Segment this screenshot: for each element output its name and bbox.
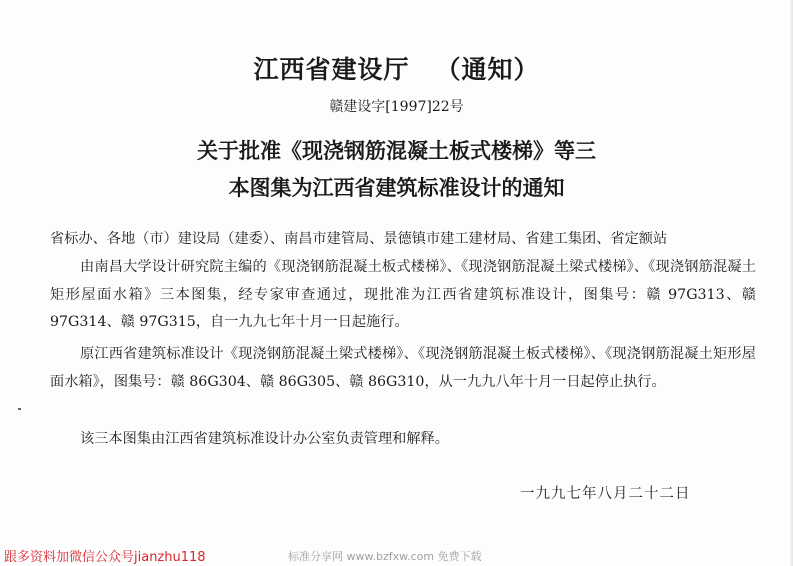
document-title-line-1: 关于批准《现浇钢筋混凝土板式楼梯》等三	[197, 139, 596, 163]
document-title-line-2: 本图集为江西省建筑标准设计的通知	[228, 176, 565, 200]
watermark-site: 标准分享网 www.bzfxw.com 免费下载	[288, 550, 482, 563]
notice-label: （通知）	[435, 55, 540, 84]
document-number: 赣建设字[1997]22号	[329, 99, 464, 115]
document-header	[0, 50, 793, 86]
body-paragraph-2	[50, 341, 756, 396]
paragraph-approval: 由南昌大学设计研究院主编的《现浇钢筋混凝土板式楼梯》、《现浇钢筋混凝土梁式楼梯》、《现浇钢筋混凝土矩形屋面水箱》三本图集，经专家审查通过，现批准为江西省建筑标准设计，图集号：赣 97G313、赣 97G314、赣 97G315，自一九九七年十月一日起施行。	[50, 259, 756, 330]
scan-speck	[18, 408, 21, 410]
issue-date: 一九九七年八月二十二日	[520, 486, 691, 502]
paragraph-management: 该三本图集由江西省建筑标准设计办公室负责管理和解释。	[80, 431, 449, 447]
watermark-wechat: 跟多资料加微信公众号jianzhu118	[4, 550, 206, 565]
body-paragraph-3	[50, 426, 756, 454]
paragraph-repeal: 原江西省建筑标准设计《现浇钢筋混凝土梁式楼梯》、《现浇钢筋混凝土板式楼梯》、《现浇钢筋混凝土矩形屋面水箱》，图集号：赣 86G304、赣 86G305、赣 86G310，从一九九八年十月一日起停止执行。	[50, 346, 756, 390]
recipients	[50, 226, 756, 254]
agency-name: 江西省建设厅	[253, 55, 410, 84]
recipients-text: 省标办、各地（市）建设局（建委）、南昌市建管局、景德镇市建工建材局、省建工集团、省定额站	[50, 231, 668, 247]
body-paragraph-1	[50, 254, 756, 337]
